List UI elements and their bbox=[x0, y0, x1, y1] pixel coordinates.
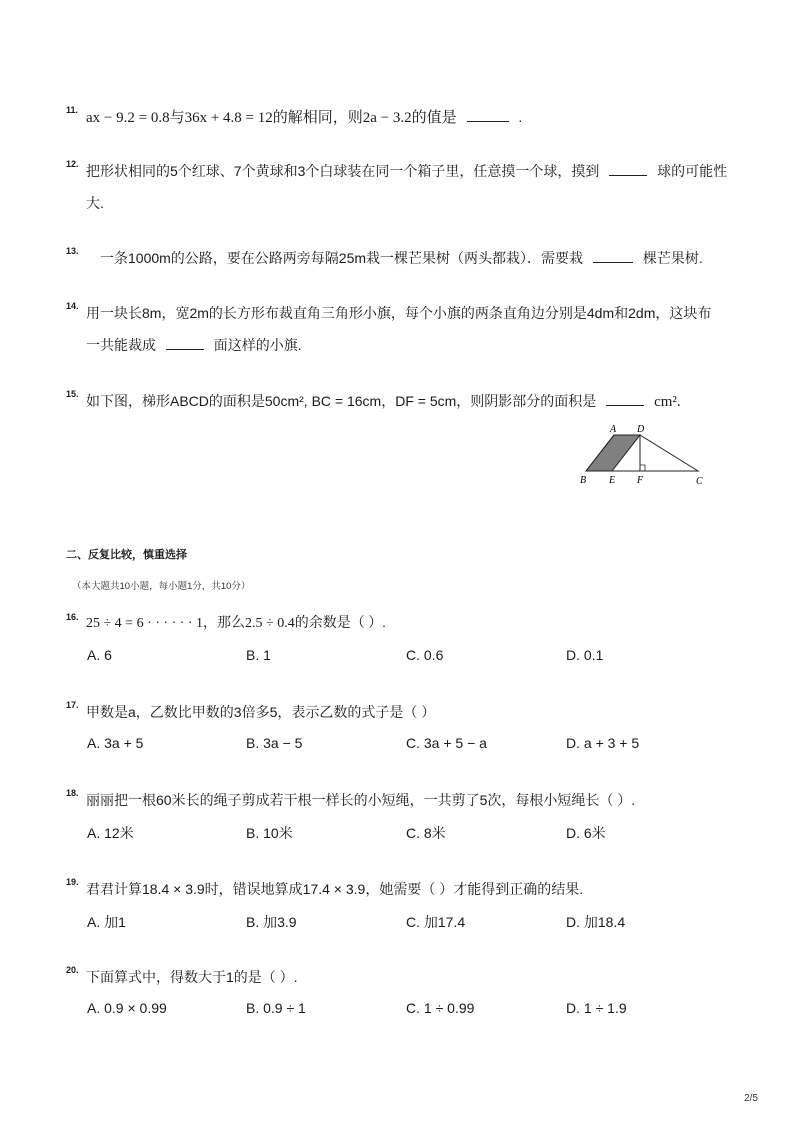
label-e: E bbox=[609, 475, 616, 486]
option-b[interactable]: B. 加3.9 bbox=[246, 914, 297, 930]
question-suffix: . bbox=[518, 109, 523, 125]
question-text: 25 ÷ 4 = 6 · · · · · · 1，那么2.5 ÷ 0.4的余数是（ ）. bbox=[86, 616, 386, 631]
question-suffix: cm². bbox=[654, 394, 681, 410]
option-d[interactable]: D. 加18.4 bbox=[566, 914, 626, 930]
answer-blank[interactable] bbox=[467, 107, 509, 122]
option-c[interactable]: C. 3a + 5 − a bbox=[406, 735, 487, 751]
page-number: 2/5 bbox=[744, 1093, 758, 1104]
label-c: C bbox=[696, 476, 703, 487]
question-text: 把形状相同的5个红球、7个黄球和3个白球装在同一个箱子里，任意摸一个球，摸到 bbox=[86, 163, 600, 179]
question-text: ax − 9.2 = 0.8与36x + 4.8 = 12的解相同，则2a − 3.2的值是 bbox=[86, 110, 457, 126]
question-number: 19. bbox=[66, 877, 79, 887]
option-a[interactable]: A. 6 bbox=[87, 647, 112, 663]
shaded-parallelogram bbox=[586, 435, 640, 471]
label-a: A bbox=[610, 424, 617, 435]
option-b[interactable]: B. 10米 bbox=[246, 825, 293, 841]
question-suffix: 球的可能性 bbox=[657, 163, 728, 179]
question-number: 20. bbox=[66, 965, 79, 975]
question-text: 下面算式中，得数大于1的是（ ）. bbox=[86, 969, 298, 985]
label-d: D bbox=[637, 424, 645, 435]
trapezoid-figure bbox=[572, 420, 712, 490]
label-b: B bbox=[580, 475, 587, 486]
question-number: 12. bbox=[66, 159, 79, 169]
question-number: 18. bbox=[66, 788, 79, 798]
question-text: 君君计算18.4 × 3.9时，错误地算成17.4 × 3.9，她需要（ ）才能得到正确的结果. bbox=[86, 881, 584, 897]
question-text: 丽丽把一根60米长的绳子剪成若干根一样长的小短绳，一共剪了5次，每根小短绳长（ ）. bbox=[86, 792, 636, 808]
answer-blank[interactable] bbox=[166, 335, 204, 350]
option-c[interactable]: C. 加17.4 bbox=[406, 914, 466, 930]
option-a[interactable]: A. 3a + 5 bbox=[87, 735, 144, 751]
question-number: 17. bbox=[66, 700, 79, 710]
question-text: 甲数是a，乙数比甲数的3倍多5，表示乙数的式子是（ ） bbox=[86, 704, 436, 720]
right-angle-mark bbox=[640, 465, 645, 471]
section-note: （本大题共10小题，每小题1分，共10分） bbox=[72, 581, 251, 592]
question-text-line2: 一共能裁成 bbox=[86, 337, 156, 353]
answer-blank[interactable] bbox=[593, 248, 633, 263]
question-text: 一条1000m的公路，要在公路两旁每隔25m栽一棵芒果树（两头都栽）．需要栽 bbox=[100, 250, 584, 266]
option-b[interactable]: B. 3a − 5 bbox=[246, 735, 303, 751]
question-number: 11. bbox=[66, 105, 79, 115]
option-b[interactable]: B. 0.9 ÷ 1 bbox=[246, 1000, 306, 1016]
option-a[interactable]: A. 0.9 × 0.99 bbox=[87, 1000, 167, 1016]
question-number: 14. bbox=[66, 301, 79, 311]
option-d[interactable]: D. 0.1 bbox=[566, 647, 604, 663]
label-f: F bbox=[637, 475, 644, 486]
option-a[interactable]: A. 12米 bbox=[87, 825, 134, 841]
option-b[interactable]: B. 1 bbox=[246, 647, 271, 663]
answer-blank[interactable] bbox=[609, 161, 647, 176]
option-c[interactable]: C. 1 ÷ 0.99 bbox=[406, 1000, 475, 1016]
option-c[interactable]: C. 8米 bbox=[406, 825, 446, 841]
question-number: 13. bbox=[66, 246, 79, 256]
question-number: 16. bbox=[66, 612, 79, 622]
section-title: 二、反复比较，慎重选择 bbox=[66, 549, 187, 561]
option-a[interactable]: A. 加1 bbox=[87, 914, 126, 930]
option-d[interactable]: D. 6米 bbox=[566, 825, 606, 841]
question-text-line2: 大. bbox=[86, 195, 104, 211]
option-d[interactable]: D. a + 3 + 5 bbox=[566, 735, 640, 751]
question-text: 用一块长8m，宽2m的长方形布裁直角三角形小旗，每个小旗的两条直角边分别是4dm和2dm，这块布 bbox=[86, 305, 712, 321]
question-text: 如下图，梯形ABCD的面积是50cm², BC = 16cm，DF = 5cm，则阴影部分的面积是 bbox=[86, 393, 597, 409]
question-suffix: 面这样的小旗. bbox=[213, 337, 302, 353]
option-c[interactable]: C. 0.6 bbox=[406, 647, 444, 663]
question-number: 15. bbox=[66, 389, 79, 399]
answer-blank[interactable] bbox=[606, 391, 644, 406]
option-d[interactable]: D. 1 ÷ 1.9 bbox=[566, 1000, 627, 1016]
question-suffix: 棵芒果树. bbox=[642, 250, 703, 266]
